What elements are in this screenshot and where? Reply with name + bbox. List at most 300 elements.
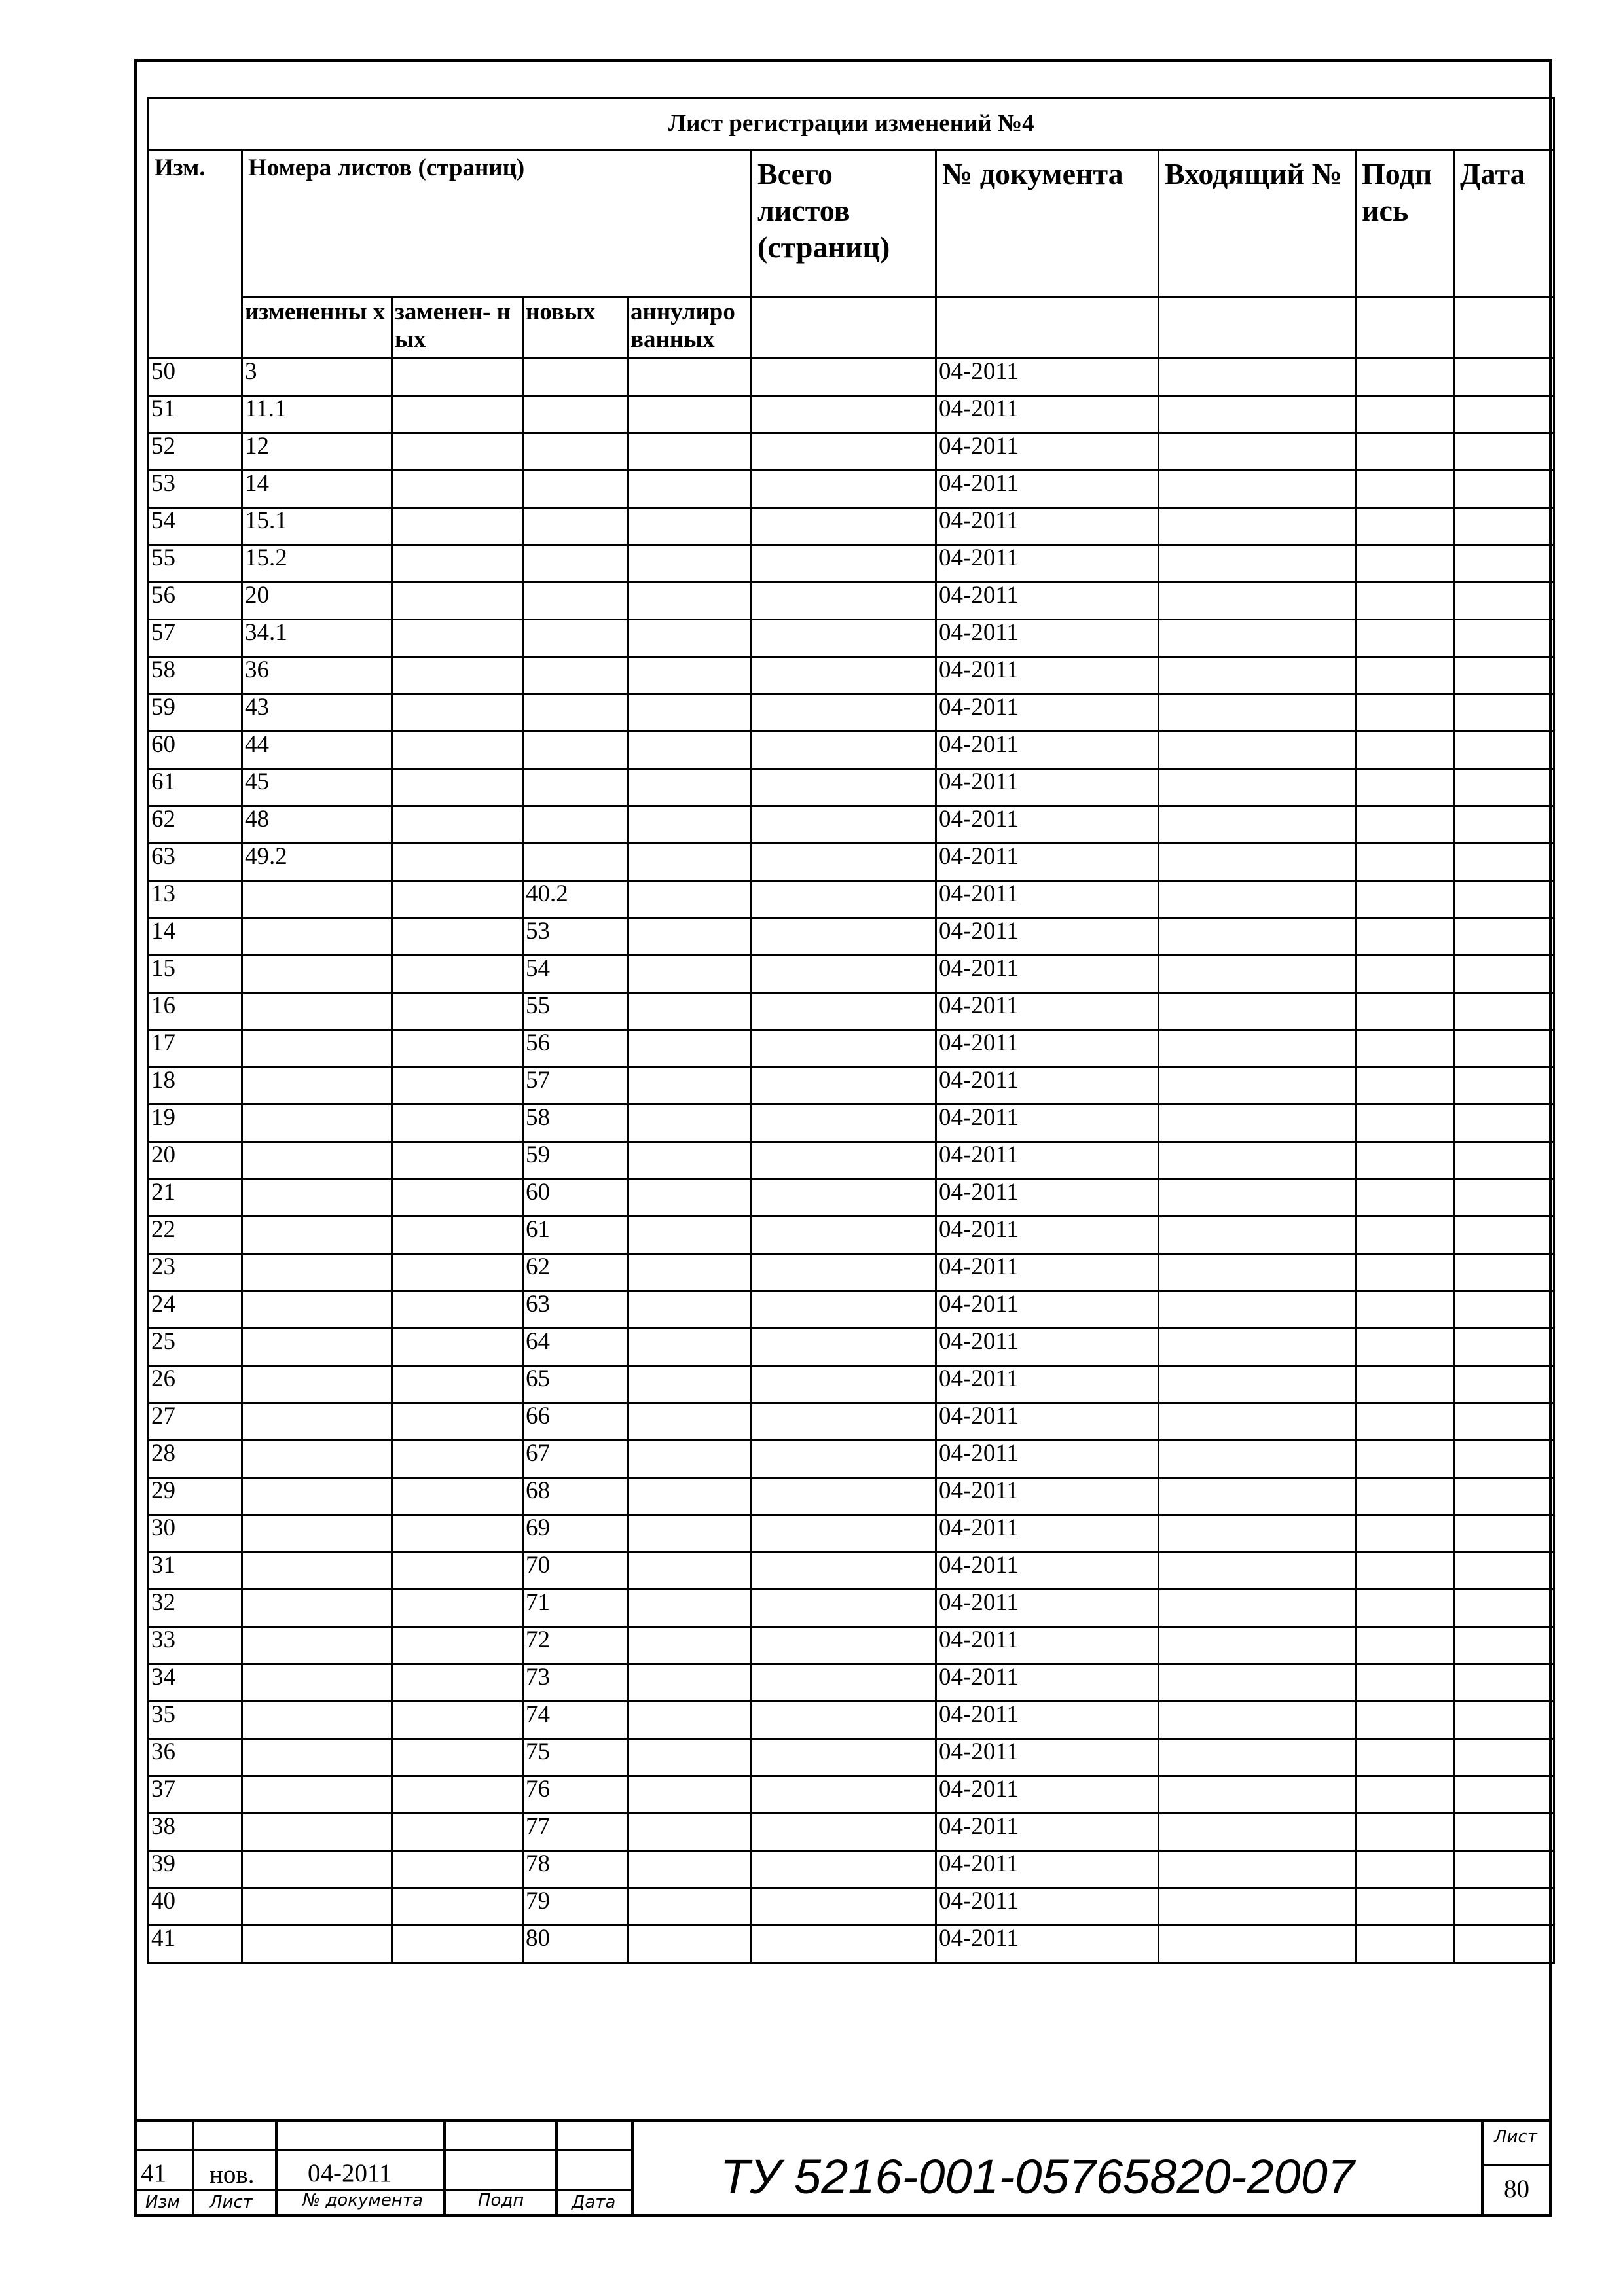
cell-vhod (1159, 1515, 1356, 1552)
cell-novyh (523, 694, 628, 732)
cell-doc: 04-2011 (936, 1552, 1159, 1590)
sheet-label: Лист (1494, 2127, 1537, 2147)
cell-izm: 53 (149, 471, 242, 508)
table-row (149, 694, 1554, 732)
cell-data (1454, 694, 1554, 732)
cell-doc: 04-2011 (936, 1441, 1159, 1478)
cell-vsego (752, 1329, 936, 1366)
table-row (149, 433, 1554, 471)
cell-podp (1356, 1291, 1454, 1329)
table-row (149, 1776, 1554, 1814)
cell-vsego (752, 1888, 936, 1926)
cell-podp (1356, 1067, 1454, 1105)
cell-data (1454, 1552, 1554, 1590)
cell-izmenennyh: 45 (242, 769, 392, 806)
table-row (149, 918, 1554, 956)
cell-vsego (752, 1515, 936, 1552)
cell-vhod (1159, 1702, 1356, 1739)
cell-izm: 29 (149, 1478, 242, 1515)
header-new: новых (523, 298, 628, 359)
cell-podp (1356, 545, 1454, 583)
cell-doc: 04-2011 (936, 1515, 1159, 1552)
cell-doc: 04-2011 (936, 1366, 1159, 1403)
cell-vhod (1159, 1627, 1356, 1664)
header-izm: Изм. (149, 150, 242, 359)
cell-vsego (752, 471, 936, 508)
cell-izm: 25 (149, 1329, 242, 1366)
title-block-doc-label: № документа (302, 2191, 423, 2210)
cell-doc: 04-2011 (936, 1851, 1159, 1888)
cell-zamenennyh (392, 881, 523, 918)
cell-vhod (1159, 1217, 1356, 1254)
cell-podp (1356, 1552, 1454, 1590)
cell-annul (628, 1441, 752, 1478)
cell-annul (628, 1776, 752, 1814)
title-block-izm-value: 41 (141, 2159, 166, 2187)
cell-annul (628, 1814, 752, 1851)
cell-vhod (1159, 732, 1356, 769)
cell-vhod (1159, 1366, 1356, 1403)
cell-doc: 04-2011 (936, 1888, 1159, 1926)
cell-izmenennyh (242, 1478, 392, 1515)
cell-izm: 22 (149, 1217, 242, 1254)
cell-doc: 04-2011 (936, 1702, 1159, 1739)
cell-podp (1356, 1179, 1454, 1217)
cell-vhod (1159, 844, 1356, 881)
table-row (149, 1329, 1554, 1366)
header-changed: измененны х (242, 298, 392, 359)
table-row (149, 396, 1554, 433)
table-row (149, 956, 1554, 993)
cell-vsego (752, 620, 936, 657)
table-row (149, 993, 1554, 1030)
cell-novyh (523, 471, 628, 508)
table-row (149, 1142, 1554, 1179)
cell-novyh (523, 396, 628, 433)
cell-izm: 56 (149, 583, 242, 620)
cell-data (1454, 844, 1554, 881)
table-row (149, 471, 1554, 508)
header-signature: Подп ись (1356, 150, 1454, 298)
cell-vhod (1159, 1851, 1356, 1888)
change-registration-table (147, 97, 1555, 1964)
cell-vsego (752, 1664, 936, 1702)
cell-doc: 04-2011 (936, 471, 1159, 508)
cell-izmenennyh (242, 1403, 392, 1441)
cell-data (1454, 1403, 1554, 1441)
cell-vhod (1159, 1291, 1356, 1329)
cell-vsego (752, 1739, 936, 1776)
cell-data (1454, 918, 1554, 956)
cell-zamenennyh (392, 1851, 523, 1888)
header-empty-cell (1356, 298, 1454, 359)
table-row (149, 1552, 1554, 1590)
cell-doc: 04-2011 (936, 1403, 1159, 1441)
table-row (149, 1664, 1554, 1702)
cell-novyh: 72 (523, 1627, 628, 1664)
cell-novyh: 65 (523, 1366, 628, 1403)
cell-doc: 04-2011 (936, 1217, 1159, 1254)
cell-novyh (523, 508, 628, 545)
cell-vsego (752, 396, 936, 433)
table-row (149, 545, 1554, 583)
cell-vhod (1159, 545, 1356, 583)
cell-annul (628, 694, 752, 732)
cell-data (1454, 1814, 1554, 1851)
cell-annul (628, 993, 752, 1030)
cell-vhod (1159, 1254, 1356, 1291)
cell-vhod (1159, 1403, 1356, 1441)
table-row (149, 1179, 1554, 1217)
cell-podp (1356, 732, 1454, 769)
cell-izmenennyh (242, 1329, 392, 1366)
table-row (149, 620, 1554, 657)
cell-vhod (1159, 1478, 1356, 1515)
cell-izm: 57 (149, 620, 242, 657)
cell-izm: 24 (149, 1291, 242, 1329)
cell-novyh (523, 359, 628, 396)
cell-doc: 04-2011 (936, 1627, 1159, 1664)
cell-doc: 04-2011 (936, 545, 1159, 583)
cell-annul (628, 769, 752, 806)
cell-izm: 34 (149, 1664, 242, 1702)
title-block-list-label: Лист (210, 2193, 253, 2212)
cell-podp (1356, 1776, 1454, 1814)
cell-izm: 51 (149, 396, 242, 433)
cell-data (1454, 732, 1554, 769)
cell-vsego (752, 1291, 936, 1329)
cell-doc: 04-2011 (936, 1739, 1159, 1776)
cell-podp (1356, 657, 1454, 694)
cell-novyh (523, 806, 628, 844)
cell-novyh: 55 (523, 993, 628, 1030)
cell-vhod (1159, 918, 1356, 956)
cell-vhod (1159, 1030, 1356, 1067)
cell-zamenennyh (392, 1105, 523, 1142)
cell-zamenennyh (392, 1926, 523, 1963)
cell-izmenennyh (242, 1030, 392, 1067)
cell-vsego (752, 918, 936, 956)
cell-zamenennyh (392, 1142, 523, 1179)
cell-novyh (523, 583, 628, 620)
cell-podp (1356, 1888, 1454, 1926)
cell-vhod (1159, 806, 1356, 844)
cell-izm: 41 (149, 1926, 242, 1963)
cell-data (1454, 471, 1554, 508)
cell-data (1454, 769, 1554, 806)
cell-annul (628, 1888, 752, 1926)
cell-doc: 04-2011 (936, 396, 1159, 433)
cell-novyh: 64 (523, 1329, 628, 1366)
cell-annul (628, 732, 752, 769)
table-row (149, 657, 1554, 694)
cell-annul (628, 1254, 752, 1291)
cell-podp (1356, 396, 1454, 433)
cell-novyh: 69 (523, 1515, 628, 1552)
cell-data (1454, 508, 1554, 545)
cell-data (1454, 1142, 1554, 1179)
cell-zamenennyh (392, 1030, 523, 1067)
cell-data (1454, 359, 1554, 396)
table-row (149, 1926, 1554, 1963)
table-row (149, 1254, 1554, 1291)
cell-data (1454, 1478, 1554, 1515)
cell-vhod (1159, 1441, 1356, 1478)
cell-zamenennyh (392, 657, 523, 694)
cell-zamenennyh (392, 694, 523, 732)
cell-izmenennyh (242, 1217, 392, 1254)
title-block-doc-value: 04-2011 (308, 2159, 392, 2187)
cell-novyh: 73 (523, 1664, 628, 1702)
cell-novyh: 80 (523, 1926, 628, 1963)
cell-data (1454, 1851, 1554, 1888)
cell-doc: 04-2011 (936, 1590, 1159, 1627)
cell-data (1454, 1329, 1554, 1366)
cell-zamenennyh (392, 583, 523, 620)
cell-vhod (1159, 1664, 1356, 1702)
cell-izmenennyh (242, 1926, 392, 1963)
cell-zamenennyh (392, 956, 523, 993)
cell-data (1454, 1067, 1554, 1105)
cell-doc: 04-2011 (936, 806, 1159, 844)
cell-vsego (752, 1254, 936, 1291)
cell-izmenennyh: 12 (242, 433, 392, 471)
cell-vhod (1159, 620, 1356, 657)
cell-izmenennyh: 15.1 (242, 508, 392, 545)
cell-vsego (752, 1067, 936, 1105)
cell-izm: 19 (149, 1105, 242, 1142)
cell-vhod (1159, 433, 1356, 471)
table-row (149, 1702, 1554, 1739)
cell-izmenennyh: 49.2 (242, 844, 392, 881)
cell-izmenennyh (242, 993, 392, 1030)
cell-vsego (752, 1926, 936, 1963)
cell-vsego (752, 732, 936, 769)
cell-vsego (752, 1814, 936, 1851)
cell-novyh: 77 (523, 1814, 628, 1851)
cell-zamenennyh (392, 1702, 523, 1739)
cell-izmenennyh (242, 956, 392, 993)
cell-izmenennyh (242, 1366, 392, 1403)
cell-zamenennyh (392, 1254, 523, 1291)
cell-novyh: 67 (523, 1441, 628, 1478)
header-empty-cell (936, 298, 1159, 359)
cell-annul (628, 359, 752, 396)
title-block-list-value: нов. (210, 2161, 255, 2189)
cell-podp (1356, 1030, 1454, 1067)
title-block-signature-label: Подп (478, 2191, 524, 2210)
cell-novyh: 75 (523, 1739, 628, 1776)
table-row (149, 1515, 1554, 1552)
cell-zamenennyh (392, 1478, 523, 1515)
cell-izmenennyh (242, 1590, 392, 1627)
cell-izm: 38 (149, 1814, 242, 1851)
cell-data (1454, 956, 1554, 993)
cell-annul (628, 1403, 752, 1441)
cell-annul (628, 1478, 752, 1515)
cell-podp (1356, 1814, 1454, 1851)
cell-doc: 04-2011 (936, 1926, 1159, 1963)
header-empty-cell (1159, 298, 1356, 359)
cell-vsego (752, 1030, 936, 1067)
cell-novyh: 79 (523, 1888, 628, 1926)
cell-zamenennyh (392, 844, 523, 881)
cell-doc: 04-2011 (936, 583, 1159, 620)
cell-novyh: 40.2 (523, 881, 628, 918)
cell-doc: 04-2011 (936, 993, 1159, 1030)
cell-novyh: 62 (523, 1254, 628, 1291)
cell-vsego (752, 1702, 936, 1739)
cell-izm: 61 (149, 769, 242, 806)
cell-zamenennyh (392, 545, 523, 583)
cell-vhod (1159, 1142, 1356, 1179)
header-empty-cell (1454, 298, 1554, 359)
cell-data (1454, 1590, 1554, 1627)
table-row (149, 1851, 1554, 1888)
cell-podp (1356, 769, 1454, 806)
document-code: ТУ 5216-001-05765820-2007 (720, 2149, 1355, 2204)
cell-annul (628, 1179, 752, 1217)
cell-zamenennyh (392, 1552, 523, 1590)
cell-zamenennyh (392, 433, 523, 471)
cell-data (1454, 1217, 1554, 1254)
cell-izmenennyh (242, 1515, 392, 1552)
table-row (149, 881, 1554, 918)
cell-izm: 27 (149, 1403, 242, 1441)
cell-data (1454, 1702, 1554, 1739)
cell-vsego (752, 508, 936, 545)
cell-zamenennyh (392, 1515, 523, 1552)
cell-doc: 04-2011 (936, 918, 1159, 956)
cell-podp (1356, 806, 1454, 844)
cell-vsego (752, 1105, 936, 1142)
cell-doc: 04-2011 (936, 657, 1159, 694)
cell-izm: 14 (149, 918, 242, 956)
cell-podp (1356, 1515, 1454, 1552)
cell-izmenennyh: 34.1 (242, 620, 392, 657)
cell-izmenennyh: 48 (242, 806, 392, 844)
cell-podp (1356, 881, 1454, 918)
header-date: Дата (1454, 150, 1554, 298)
cell-doc: 04-2011 (936, 1067, 1159, 1105)
cell-annul (628, 918, 752, 956)
cell-zamenennyh (392, 918, 523, 956)
cell-podp (1356, 433, 1454, 471)
cell-novyh: 66 (523, 1403, 628, 1441)
cell-podp (1356, 1142, 1454, 1179)
cell-izmenennyh (242, 1776, 392, 1814)
cell-izmenennyh: 15.2 (242, 545, 392, 583)
cell-vsego (752, 1217, 936, 1254)
cell-podp (1356, 993, 1454, 1030)
table-row (149, 1814, 1554, 1851)
cell-doc: 04-2011 (936, 1664, 1159, 1702)
cell-vsego (752, 583, 936, 620)
cell-zamenennyh (392, 769, 523, 806)
sheet-number: 80 (1504, 2175, 1529, 2203)
cell-doc: 04-2011 (936, 1776, 1159, 1814)
cell-zamenennyh (392, 732, 523, 769)
header-document-number: № документа (936, 150, 1159, 298)
cell-data (1454, 620, 1554, 657)
cell-annul (628, 1105, 752, 1142)
cell-podp (1356, 1441, 1454, 1478)
cell-izmenennyh: 20 (242, 583, 392, 620)
cell-doc: 04-2011 (936, 1478, 1159, 1515)
cell-annul (628, 1217, 752, 1254)
cell-data (1454, 1366, 1554, 1403)
cell-annul (628, 1515, 752, 1552)
cell-novyh (523, 433, 628, 471)
cell-data (1454, 583, 1554, 620)
cell-podp (1356, 1851, 1454, 1888)
cell-doc: 04-2011 (936, 769, 1159, 806)
cell-doc: 04-2011 (936, 732, 1159, 769)
cell-izmenennyh (242, 1627, 392, 1664)
cell-vsego (752, 1179, 936, 1217)
cell-data (1454, 1254, 1554, 1291)
cell-novyh: 61 (523, 1217, 628, 1254)
cell-annul (628, 1739, 752, 1776)
cell-podp (1356, 1105, 1454, 1142)
table-row (149, 1403, 1554, 1441)
cell-zamenennyh (392, 1776, 523, 1814)
cell-podp (1356, 508, 1454, 545)
cell-vsego (752, 1403, 936, 1441)
cell-izm: 60 (149, 732, 242, 769)
cell-izmenennyh: 14 (242, 471, 392, 508)
cell-vsego (752, 806, 936, 844)
cell-vhod (1159, 1105, 1356, 1142)
cell-zamenennyh (392, 1179, 523, 1217)
table-row (149, 1366, 1554, 1403)
cell-izmenennyh (242, 1105, 392, 1142)
header-total-sheets: Всего листов (страниц) (752, 150, 936, 298)
cell-doc: 04-2011 (936, 433, 1159, 471)
cell-data (1454, 545, 1554, 583)
header-replaced: заменен- ных (392, 298, 523, 359)
cell-novyh: 78 (523, 1851, 628, 1888)
cell-doc: 04-2011 (936, 1179, 1159, 1217)
cell-zamenennyh (392, 1217, 523, 1254)
cell-izm: 32 (149, 1590, 242, 1627)
cell-izm: 62 (149, 806, 242, 844)
cell-izmenennyh (242, 1179, 392, 1217)
cell-data (1454, 396, 1554, 433)
cell-data (1454, 1105, 1554, 1142)
cell-zamenennyh (392, 359, 523, 396)
cell-izmenennyh (242, 1888, 392, 1926)
cell-novyh (523, 769, 628, 806)
cell-annul (628, 881, 752, 918)
cell-vsego (752, 844, 936, 881)
cell-doc: 04-2011 (936, 1291, 1159, 1329)
cell-izm: 40 (149, 1888, 242, 1926)
cell-izmenennyh (242, 1739, 392, 1776)
cell-vsego (752, 1590, 936, 1627)
cell-data (1454, 1776, 1554, 1814)
cell-izmenennyh (242, 1142, 392, 1179)
cell-zamenennyh (392, 993, 523, 1030)
cell-data (1454, 433, 1554, 471)
table-row (149, 1888, 1554, 1926)
cell-izmenennyh: 43 (242, 694, 392, 732)
cell-novyh: 74 (523, 1702, 628, 1739)
cell-podp (1356, 1702, 1454, 1739)
cell-izm: 55 (149, 545, 242, 583)
cell-vhod (1159, 881, 1356, 918)
cell-data (1454, 1926, 1554, 1963)
